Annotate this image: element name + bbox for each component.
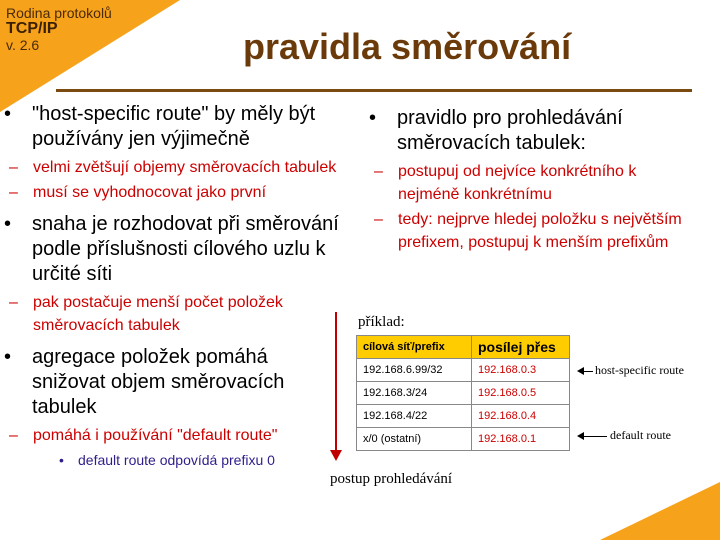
- sub-bullet: – velmi zvětšují objemy směrovacích tabulek: [0, 156, 340, 179]
- annotation-pointer: [583, 371, 593, 372]
- bullet-search-rule: • pravidlo pro prohledávání směrovacích tabulek:: [365, 106, 695, 156]
- column-header-network: cílová síť/prefix: [357, 336, 472, 359]
- cell-via: 192.168.0.5: [472, 382, 570, 405]
- right-column: [365, 106, 695, 256]
- cell-via: 192.168.0.4: [472, 405, 570, 428]
- sub-bullet: – tedy: nejprve hledej položku s největším prefixem, postupuj k menším prefixům: [365, 208, 695, 254]
- routing-table: [356, 335, 570, 451]
- bullet-aggregation: • agregace položek pomáhá snižovat objem směrovacích tabulek: [0, 345, 340, 420]
- corner-decoration-bottom-right: [600, 482, 720, 540]
- table-row: [357, 405, 570, 428]
- annotation-default-route: default route: [610, 428, 671, 442]
- annotation-pointer: [583, 436, 607, 437]
- table-header-row: [357, 336, 570, 359]
- sub-bullet: – pak postačuje menší počet položek směrovacích tabulek: [0, 291, 340, 337]
- cell-via: 192.168.0.1: [472, 428, 570, 451]
- search-order-label: postup prohledávání: [330, 471, 453, 487]
- cell-network: x/0 (ostatní): [357, 428, 472, 451]
- title-underline: [56, 89, 692, 92]
- slide-title: pravidla směrování: [243, 26, 572, 67]
- annotation-host-specific: host-specific route: [595, 363, 684, 377]
- column-header-via: posílej přes: [472, 336, 570, 359]
- cell-network: 192.168.6.99/32: [357, 359, 472, 382]
- brand-version: v. 2.6: [6, 37, 40, 53]
- brand-name: TCP/IP: [6, 20, 58, 37]
- bullet-network-decision: • snaha je rozhodovat při směrování podle příslušnosti cílového uzlu k určité síti: [0, 212, 340, 287]
- sub-bullet: – musí se vyhodnocovat jako první: [0, 181, 340, 204]
- cell-network: 192.168.3/24: [357, 382, 472, 405]
- sub-bullet: – postupuj od nejvíce konkrétního k nejméně konkrétnímu: [365, 160, 695, 206]
- bullet-host-specific: • "host-specific route" by měly být používány jen výjimečně: [0, 102, 340, 152]
- brand-series: Rodina protokolů: [6, 5, 112, 21]
- sub-sub-bullet: • default route odpovídá prefixu 0: [53, 451, 340, 469]
- table-row: [357, 382, 570, 405]
- search-order-line: [335, 312, 337, 452]
- example-label: příklad:: [358, 314, 405, 330]
- left-column: [0, 102, 340, 469]
- search-order-arrow-icon: [330, 450, 342, 461]
- brand-block: [6, 6, 112, 53]
- sub-bullet: – pomáhá i používání "default route": [0, 424, 340, 447]
- table-row: [357, 428, 570, 451]
- table-row: [357, 359, 570, 382]
- cell-network: 192.168.4/22: [357, 405, 472, 428]
- cell-via: 192.168.0.3: [472, 359, 570, 382]
